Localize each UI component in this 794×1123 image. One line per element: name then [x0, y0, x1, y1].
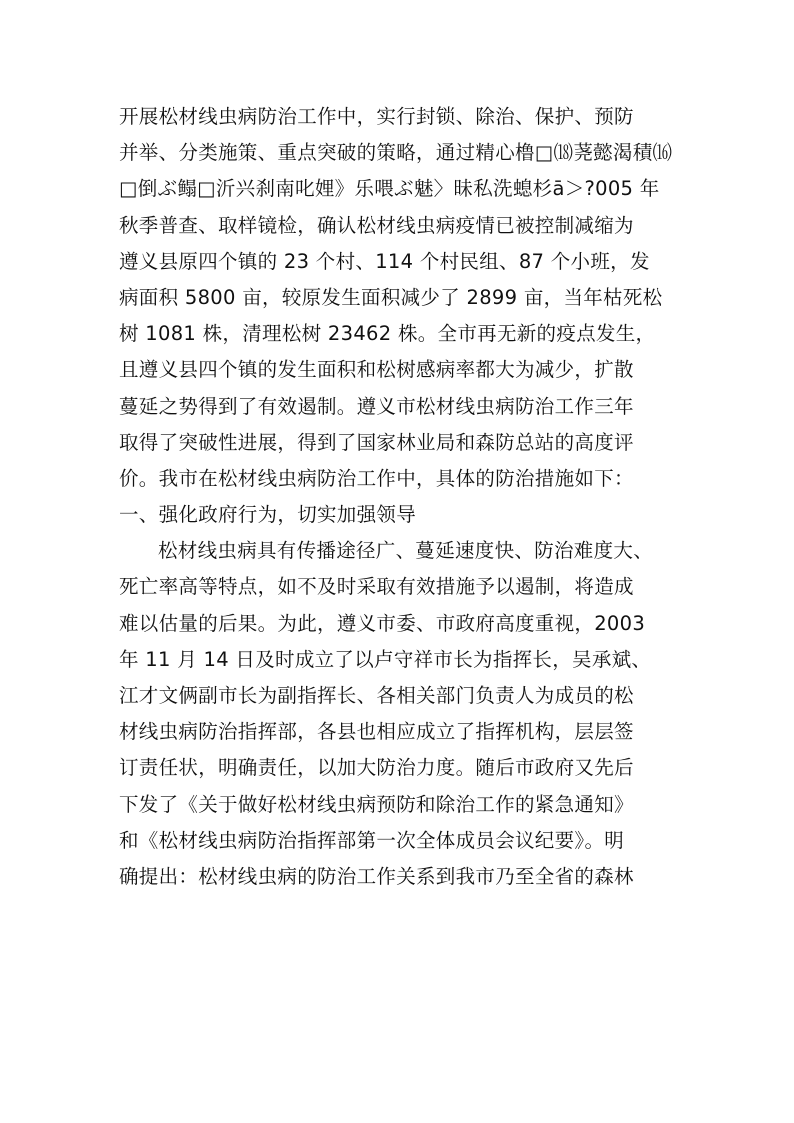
text-line: 树 1081 株，清理松树 23462 株。全市再无新的疫点发生， — [119, 322, 656, 346]
text-line: 难以估量的后果。为此，遵义市委、市政府高度重视，2003 — [119, 611, 646, 635]
text-line: 死亡率高等特点，如不及时采取有效措施予以遏制，将造成 — [119, 575, 634, 599]
section-heading: 一、强化政府行为，切实加强领导 — [119, 503, 417, 527]
text-line: 江才文俩副市长为副指挥长、各相关部门负责人为成员的松 — [119, 684, 634, 707]
text-line: 年 11 月 14 日及时成立了以卢守祥市长为指挥长，吴承斌、 — [119, 647, 652, 671]
text-line: 开展松材线虫病防治工作中，实行封锁、除治、保护、预防 — [119, 105, 634, 128]
text-line: 和《松材线虫病防治指挥部第一次全体成员会议纪要》。明 — [119, 828, 625, 852]
text-line: 取得了突破性进展，得到了国家林业局和森防总站的高度评 — [119, 430, 634, 454]
paragraph-first-line: 松材线虫病具有传播途径广、蔓延速度快、防治难度大、 — [158, 539, 654, 563]
text-line: 下发了《关于做好松材线虫病预防和除治工作的紧急通知》 — [119, 792, 634, 816]
text-line: 秋季普查、取样镜检，确认松材线虫病疫情已被控制减缩为 — [119, 213, 634, 237]
text-line: 蔓延之势得到了有效遏制。遵义市松材线虫病防治工作三年 — [119, 394, 634, 418]
text-line: 价。我市在松材线虫病防治工作中，具体的防治措施如下： — [119, 466, 634, 490]
text-line: 确提出：松材线虫病的防治工作关系到我市乃至全省的森林 — [119, 864, 634, 888]
text-line: 且遵义县四个镇的发生面积和松树感病率都大为减少，扩散 — [119, 358, 634, 382]
text-line: 订责任状，明确责任，以加大防治力度。随后市政府又先后 — [119, 756, 634, 780]
text-line: 并举、分类施策、重点突破的策略，通过精心橹□⒅荛懿渴積⒃ — [119, 141, 673, 165]
text-line: 遵义县原四个镇的 23 个村、114 个村民组、87 个小班，发 — [119, 249, 650, 273]
text-line: □倒ぶ鳎□沂兴刹南叱娌》乐喂ぶ魅〉昧私洗螅杉ā＞?005 年 — [119, 177, 660, 201]
text-line: 病面积 5800 亩，较原发生面积减少了 2899 亩，当年枯死松 — [119, 285, 663, 309]
text-line: 材线虫病防治指挥部，各县也相应成立了指挥机构，层层签 — [119, 720, 634, 744]
body-text — [119, 99, 699, 895]
